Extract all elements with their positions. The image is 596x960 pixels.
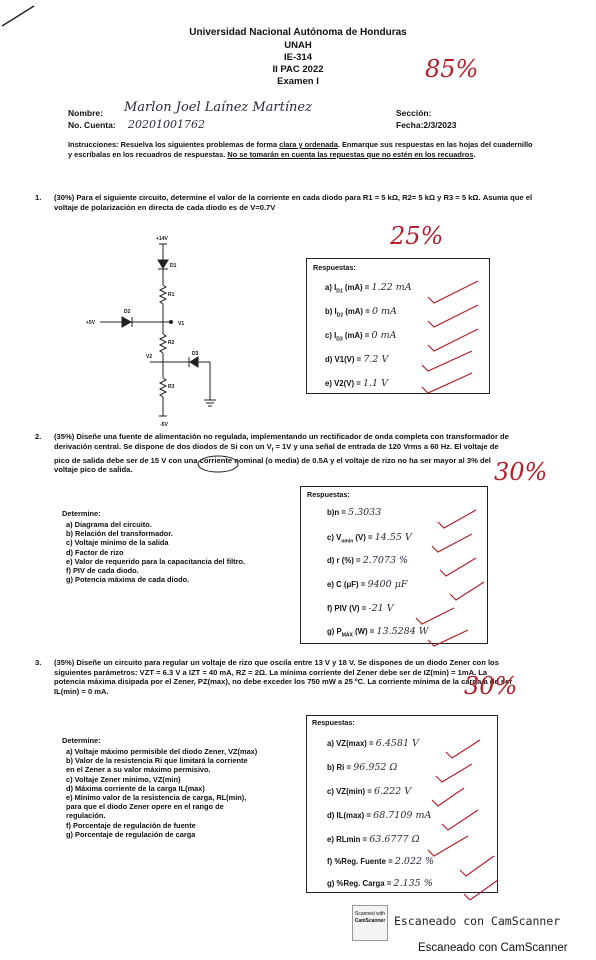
q2-determine-title: Determine: (62, 509, 101, 518)
q3-answer-e: e) RLmin = 63.6777 Ω (327, 834, 420, 845)
q2-answer-c: c) $V_{omin}$ (V) = 14.55 V (327, 532, 412, 545)
instructions: Instrucciones: Resuelva los siguientes problemas de forma clara y ordenada. Enmarque sus respuestas en las hojas del cuadernillo y escríbalas en los recuadros de respuestas. No se tomarán en cuenta las repuestas que no estén en los recuadros. (68, 140, 533, 159)
q2-answer-e: e) C (μF) = 9400 μF (327, 579, 408, 590)
acronym: UNAH (284, 40, 312, 51)
circuit-label-r2: R2 (168, 340, 175, 346)
overall-grade: 85% (425, 55, 479, 83)
q1-answer-a: a) $I_{D1}$ (mA) = 1.22 mA (325, 282, 412, 295)
circuit-label-vtop: +14V (156, 236, 168, 242)
scanner-caption: Escaneado con CamScanner (418, 942, 568, 954)
q3-answer-g: g) %Reg. Carga = 2.135 % (327, 878, 433, 889)
q3-check-marks (420, 730, 500, 900)
q2-check-marks (410, 500, 490, 650)
q1-statement: (30%) Para el siguiente circuito, determine el valor de la corriente en cada diodo para R1 = 5 kΩ, R2= 5 kΩ y R3 = 5 kΩ. Asuma que el voltaje de polarización en directa de cada diodo es de V=0.7V (54, 193, 533, 212)
q3-answer-c: c) VZ(min) = 6.222 V (327, 786, 412, 797)
q1-answer-b: b) $I_{D2}$ (mA) = 0 mA (325, 306, 397, 319)
q3-answers-title: Respuestas: (312, 718, 355, 727)
student-name: Marlon Joel Laínez Martínez (124, 100, 312, 115)
q3-answer-d: d) IL(max) = 68.7109 mA (327, 810, 432, 821)
q2-answer-b: b)n = 5.3033 (327, 507, 382, 518)
q3-answer-a: a) VZ(max) = 6.4581 V (327, 738, 419, 749)
q1-number: 1. (35, 193, 42, 202)
name-label: Nombre: (68, 108, 103, 118)
circuit-label-r3: R3 (168, 384, 175, 390)
q2-number: 2. (35, 432, 42, 441)
q2-answer-f: f) PIV (V) = -21 V (327, 603, 394, 614)
q1-circuit-diagram (80, 230, 240, 435)
circuit-label-d2: D2 (124, 309, 131, 315)
scanner-stamp-text: Escaneado con CamScanner (394, 914, 561, 928)
circuit-label-vbot: -5V (160, 422, 168, 428)
q1-check-marks (420, 275, 500, 395)
q2-answer-g: g) $P_{MÁX}$ (W) = 13.5284 W (327, 626, 429, 639)
circuit-label-d3: D3 (192, 351, 199, 357)
q1-grade: 25% (390, 222, 444, 250)
university-title: Universidad Nacional Autónoma de Honduras (189, 27, 407, 38)
camscanner-logo: Scanned with CamScanner (352, 905, 388, 941)
q3-statement: (35%) Diseñe un circuito para regular un voltaje de rizo que oscila entre 13 V y 18 V. Se dispones de un diodo Zener con los siguientes parámetros: VZT = 6.3 V a IZT = 40 mA, RZ = 2Ω. La mínima corriente del Zener debe ser de IZ(min) = 1mA. La potencia máxima disipada por el Zener, PZ(max), no debe exceder los 750 mW a 25 ºC. La corriente mínima de la carga a de ser IL(min) = 0 mA. (54, 658, 513, 696)
q2-determine-list: a) Diagrama del circuito. b) Relación del transformador. c) Voltaje mínimo de la salida d) Factor de rizo e) Valor de requerido para la capacitancia del filtro. f) PIV de cada diodo. g) Potencia máxima de cada diodo. (66, 520, 246, 585)
academic-period: II PAC 2022 (272, 64, 324, 75)
pen-stroke-mark (0, 0, 40, 30)
q3-determine-list: a) Voltaje máximo permisible del diodo Zener, VZ(max) b) Valor de la resistencia Ri que limitará la corriente en el Zener a su valor máximo permisivo. c) Voltaje Zener mínimo, VZ(min) d) Máxima corriente de la carga IL(max) e) Mínimo valor de la resistencia de carga, RL(min), para que el diodo Zener opere en el rango de regulación. f) Porcentaje de regulación de fuente g) Porcentaje de regulación de carga (66, 747, 258, 839)
circuit-label-v1: V1 (178, 321, 185, 327)
q3-determine-title: Determine: (62, 736, 101, 745)
q2-answers-title: Respuestas: (307, 490, 350, 499)
q3-answer-b: b) Ri = 96.952 Ω (327, 762, 398, 773)
q2-statement: (35%) Diseñe una fuente de alimentación no regulada, implementando un rectificador de onda completa con transformador de derivación central. Se dispone de dos diodos de Si con un $V_f = 1V$ y una señal de entrada de 120 Vrms a 60 Hz. El voltaje de pico de salida debe ser de 15 V con una corriente nominal (o media) de 0.5A y el voltaje de rizo no ha ser mayor al 3% del voltaje pico de salida. (54, 432, 509, 475)
q1-answers-title: Respuestas: (313, 263, 356, 272)
circuit-label-vin: +5V (86, 320, 96, 326)
circuit-label-v2: V2 (146, 354, 153, 360)
circuit-label-d1: D1 (170, 263, 177, 269)
q1-answer-d: d) V1(V) = 7.2 V (325, 354, 389, 365)
section-label: Sección: (396, 108, 432, 118)
q1-answer-c: c) $I_{D3}$ (mA) = 0 mA (325, 330, 397, 343)
circuit-label-r1: R1 (168, 292, 175, 298)
q2-circle-annotation (196, 454, 240, 474)
q1-answer-e: e) V2(V) = 1.1 V (325, 378, 388, 389)
q2-answer-d: d) r (%) = 2.7073 % (327, 555, 409, 566)
q3-grade: 30% (464, 672, 518, 700)
q3-number: 3. (35, 658, 42, 667)
q3-answer-f: f) %Reg. Fuente = 2.022 % (327, 856, 435, 867)
account-label: No. Cuenta: (68, 120, 116, 130)
exam-title: Examen I (277, 76, 319, 87)
account-number: 20201001762 (128, 118, 205, 131)
q2-grade: 30% (494, 458, 548, 486)
course-code: IE-314 (284, 52, 312, 63)
date-field: Fecha:2/3/2023 (396, 120, 457, 130)
